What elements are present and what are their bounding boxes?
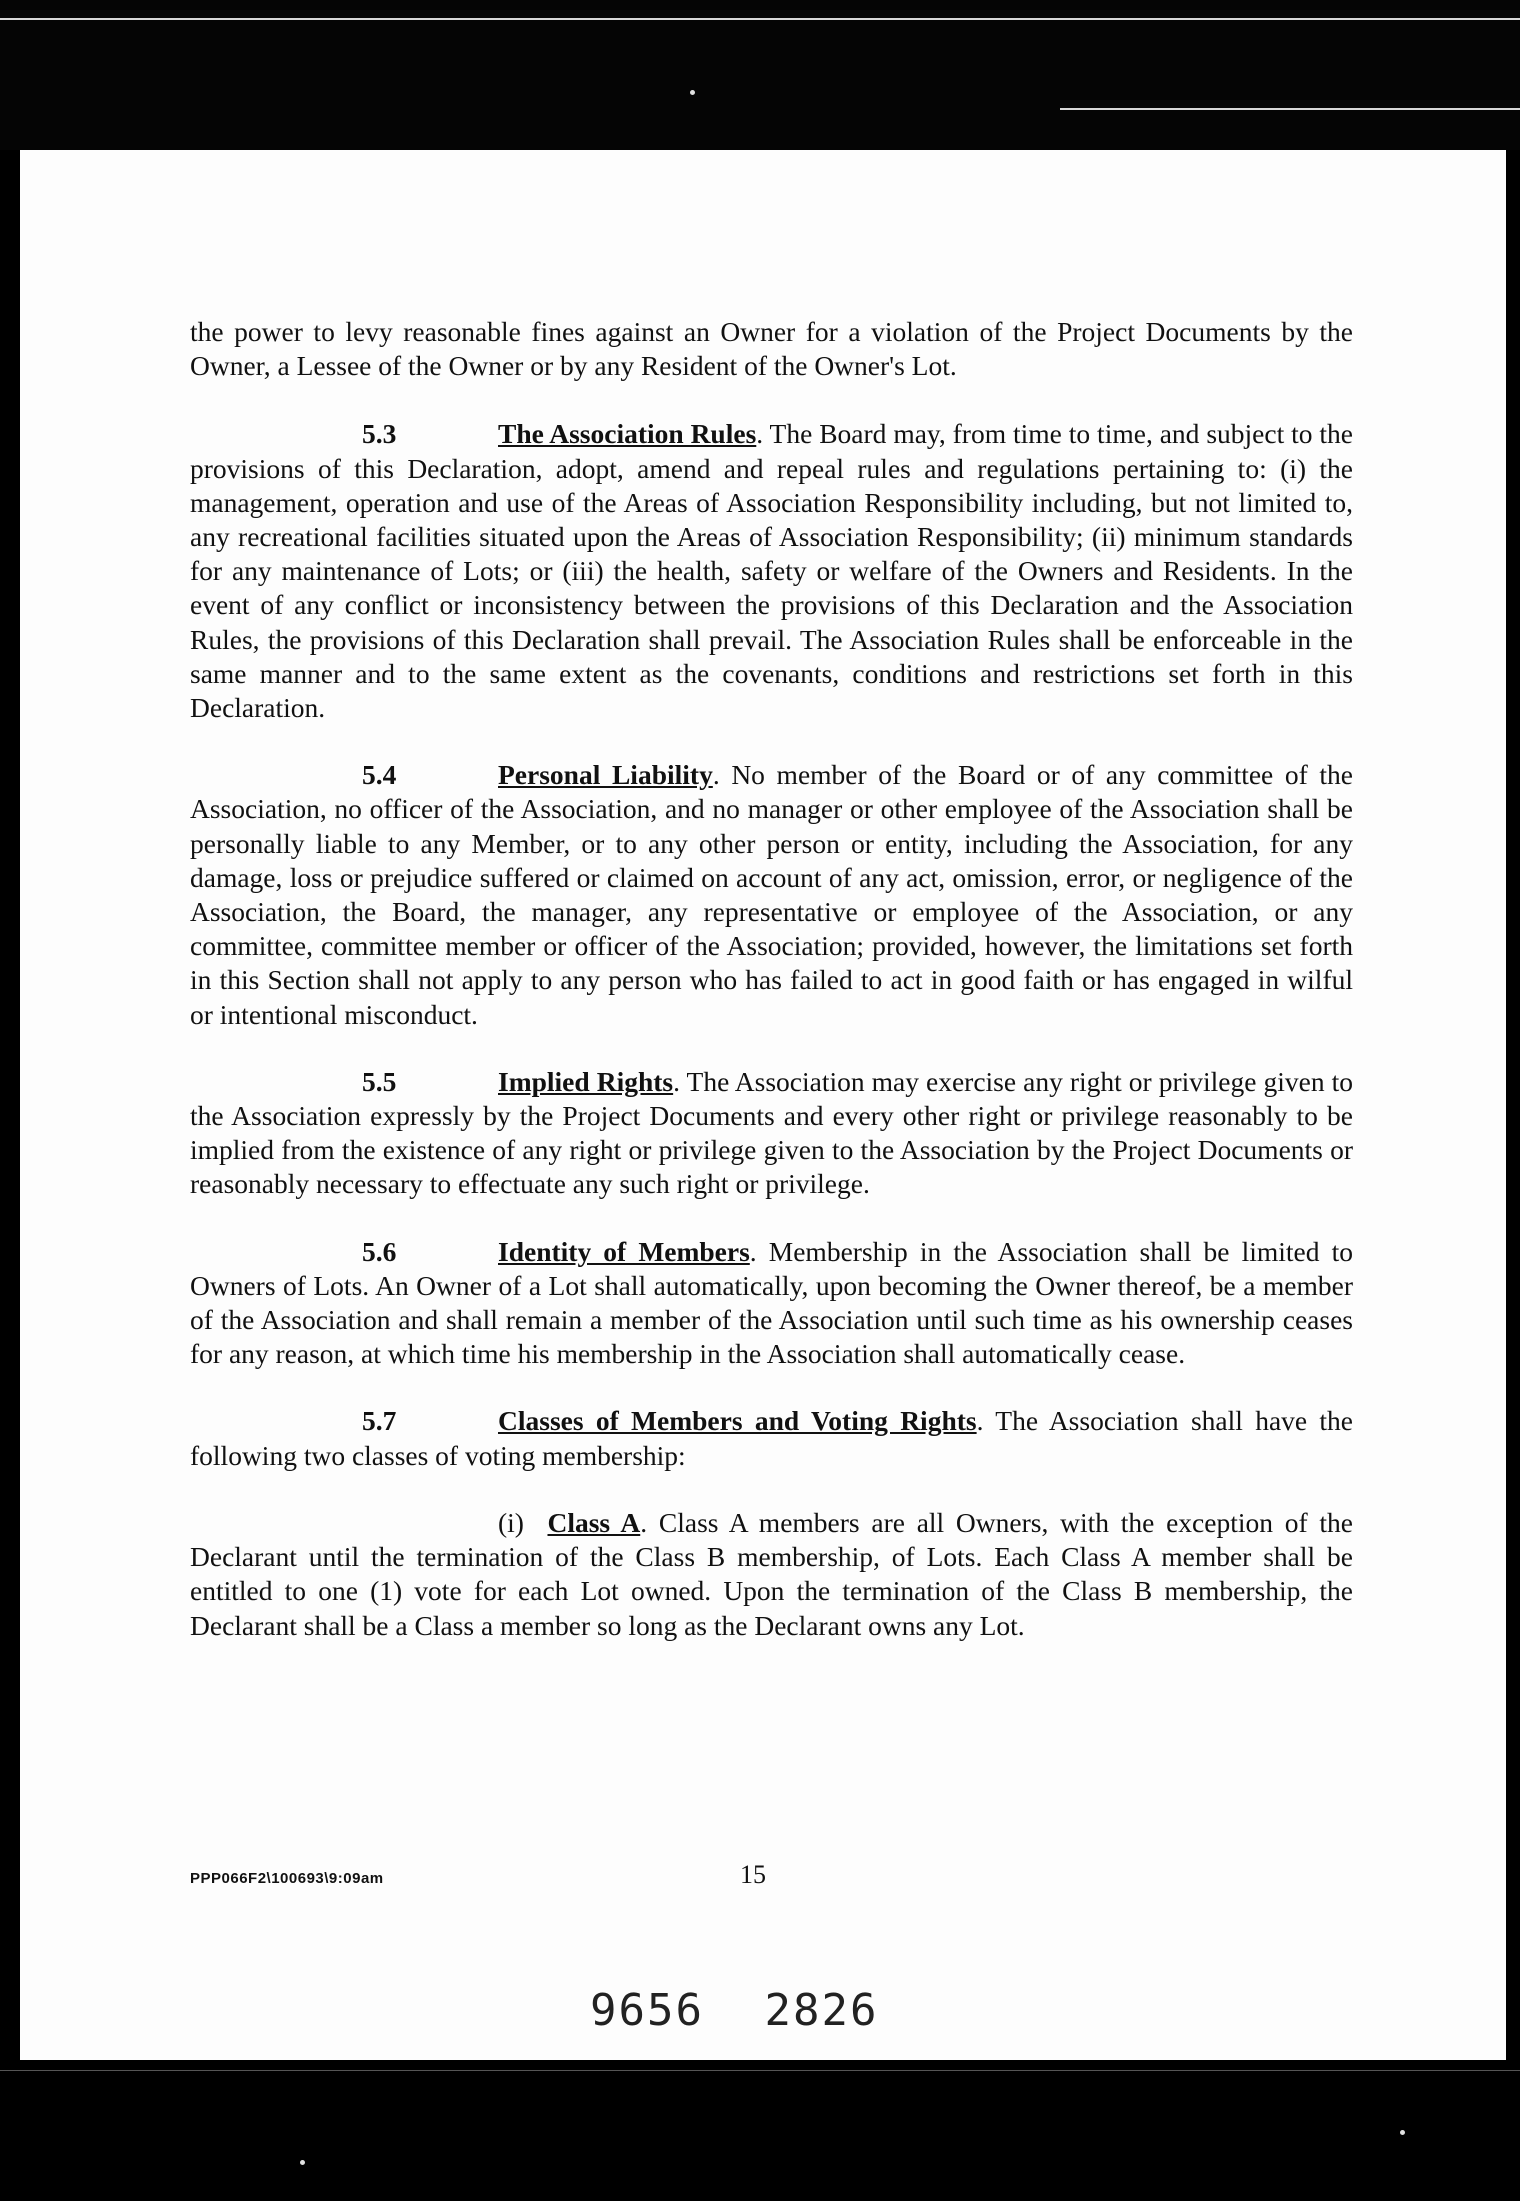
subsection-title: Class A: [547, 1506, 641, 1538]
section-title: The Association Rules: [498, 418, 757, 450]
section-number: 5.3: [362, 418, 397, 450]
section-number: 5.4: [362, 759, 397, 791]
document-page: [20, 150, 1506, 2060]
section-body: . The Association shall have the following two classes of voting membership:: [190, 1405, 1353, 1471]
scan-speck: [690, 90, 695, 95]
section-5-5: [190, 1065, 1353, 1202]
subsection-class-a: [190, 1506, 1353, 1643]
section-title: Implied Rights: [498, 1065, 674, 1097]
document-body: [190, 315, 1353, 1676]
section-body: . No member of the Board or of any committee of the Association, no officer of the Association, and no manager or other employee of the Association shall be personally liable to any Member, or to any other person or entity, including the Association, for any damage, loss or prejudice suffered or claimed on account of any act, omission, error, or negligence of the Association, the Board, the manager, any representative or employee of the Association, or any committee, committee member or officer of the Association; provided, however, the limitations set forth in this Section shall not apply to any person who has failed to act in good faith or has engaged in wilful or intentional misconduct.: [190, 759, 1354, 1030]
section-title: Identity of Members: [498, 1235, 750, 1267]
subsection-label: (i): [498, 1506, 524, 1538]
footer-document-code: PPP066F2\100693\9:09am: [190, 1870, 384, 1887]
scan-line: [1060, 108, 1520, 110]
section-title: Personal Liability: [498, 759, 713, 791]
section-title: Classes of Members and Voting Rights: [498, 1405, 977, 1437]
section-5-3: [190, 417, 1353, 725]
section-5-6: [190, 1235, 1353, 1372]
recording-stamp: [590, 1985, 878, 2036]
scan-speck: [300, 2160, 305, 2165]
section-body: . The Board may, from time to time, and subject to the provisions of this Declaration, adopt, amend and repeal rules and regulations pertaining to: (i) the management, operation and use of the Areas of Association Responsibility including, but not limited to, any recreational facilities situated upon the Areas of Association Responsibility; (ii) minimum standards for any maintenance of Lots; or (iii) the health, safety or welfare of the Owners and Residents. In the event of any conflict or inconsistency between the provisions of this Declaration and the Association Rules, the provisions of this Declaration shall prevail. The Association Rules shall be enforceable in the same manner and to the same extent as the covenants, conditions and restrictions set forth in this Declaration.: [190, 418, 1353, 724]
section-number: 5.5: [362, 1065, 397, 1097]
scan-speck: [1400, 2130, 1405, 2135]
page-number: 15: [740, 1860, 766, 1889]
subsection-body: . Class A members are all Owners, with the exception of the Declarant until the termination of the Class B membership, of Lots. Each Class A member shall be entitled to one (1) vote for each Lot owned. Upon the termination of the Class B membership, the Declarant shall be a Class a member so long as the Declarant owns any Lot.: [190, 1506, 1354, 1641]
section-number: 5.6: [362, 1235, 397, 1267]
section-number: 5.7: [362, 1405, 397, 1437]
section-body: . The Association may exercise any right or privilege given to the Association expressly by the Project Documents and every other right or privilege reasonably to be implied from the existence of any right or privilege given to the Association by the Project Documents or reasonably necessary to effectuate any such right or privilege.: [190, 1065, 1353, 1200]
stamp-page-number: 2826: [764, 1985, 879, 2036]
opening-paragraph: the power to levy reasonable fines against an Owner for a violation of the Project Documents by the Owner, a Lessee of the Owner or by any Resident of the Owner's Lot.: [190, 316, 1353, 382]
scan-line: [0, 2070, 1520, 2071]
section-body: . Membership in the Association shall be limited to Owners of Lots. An Owner of a Lot shall automatically, upon becoming the Owner thereof, be a member of the Association and shall remain a member of the Association until such time as his ownership ceases for any reason, at which time his membership in the Association shall automatically cease.: [190, 1235, 1353, 1370]
section-5-4: [190, 758, 1353, 1032]
scan-line: [0, 18, 1520, 20]
section-5-7: [190, 1404, 1353, 1472]
scan-border-top: [0, 0, 1520, 150]
stamp-book-number: 9656: [590, 1985, 704, 2036]
